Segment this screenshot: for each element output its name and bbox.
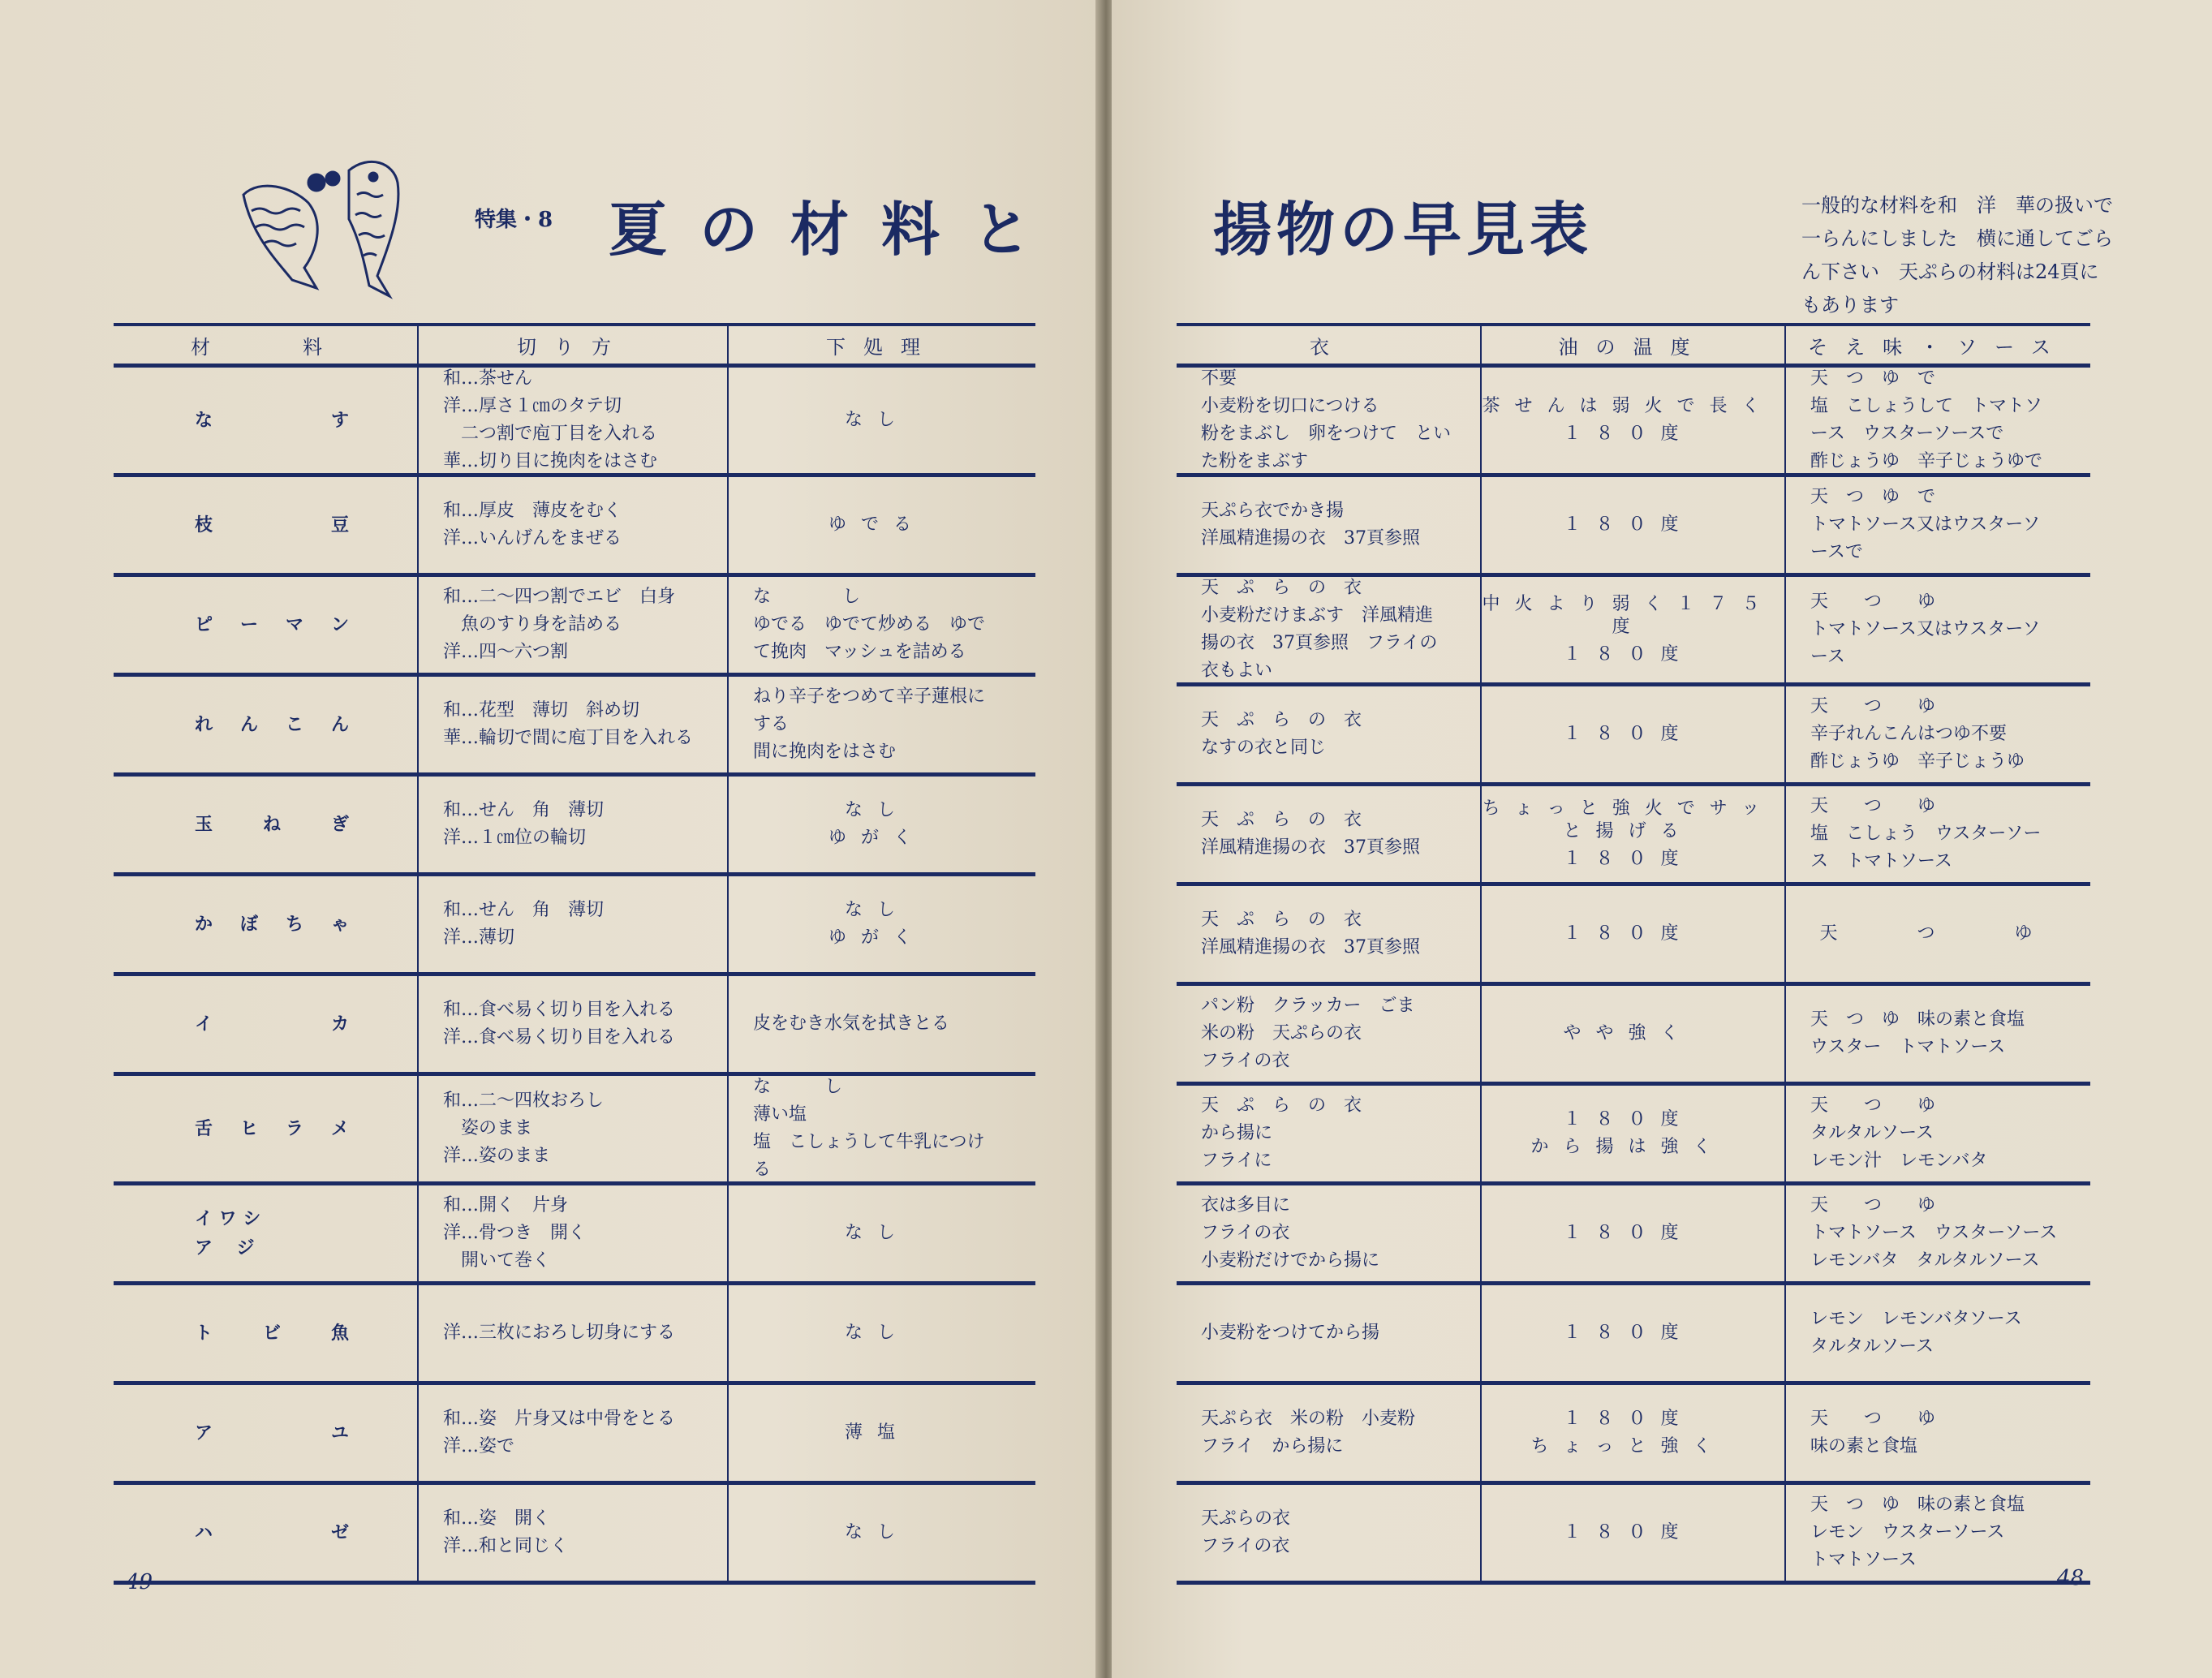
material-cell (114, 366, 418, 475)
cell-line: 天 ぷ ら の 衣 (1201, 910, 1362, 930)
table-row (1177, 1383, 2090, 1483)
cell-line: 天 つ ゆ (1810, 1195, 1936, 1215)
material-char: か (195, 914, 213, 935)
cell-line: なし (844, 900, 910, 920)
cell-line: から揚に (1201, 1123, 1273, 1143)
cut-cell (418, 475, 728, 575)
cell-line: 塩 こしょうして トマトソ (1810, 396, 2043, 416)
prep-cell (728, 775, 1035, 875)
material-char: イ (195, 1013, 213, 1035)
page-title-right: 揚物の早見表 (1213, 195, 1594, 264)
cell-line: ゆでる ゆでて炒める ゆで (753, 614, 986, 635)
material-char: ピ (195, 614, 213, 635)
cell-line: て挽肉 マッシュを詰める (753, 642, 966, 662)
batter-cell (1177, 1284, 1481, 1383)
batter-cell (1177, 1383, 1481, 1483)
cell-line: 小麦粉をつけてから揚 (1201, 1323, 1380, 1343)
sauce-cell (1785, 785, 2090, 884)
cell-line: フライの衣 (1201, 1536, 1290, 1556)
cell-line: 薄い塩 (753, 1104, 807, 1125)
temp-cell (1481, 575, 1785, 685)
batter-cell (1177, 685, 1481, 785)
cell-line: 天 つ ゆ (1810, 1095, 1936, 1116)
sauce-cell (1785, 1383, 2090, 1483)
fish-illustration (227, 146, 414, 300)
cell-line: 天 ぷ ら の 衣 (1201, 710, 1362, 730)
cell-line: ちょっと強く (1530, 1436, 1726, 1456)
cell-line: 天ぷら衣でかき揚 (1201, 501, 1345, 521)
material-char: な (195, 410, 213, 431)
cell-line: 洋…１㎝位の輪切 (443, 828, 587, 848)
cell-line: 天 ぷ ら の 衣 (1201, 1095, 1362, 1116)
cut-cell (418, 775, 728, 875)
cell-line: 洋…厚さ１㎝のタテ切 (443, 396, 622, 416)
sauce-cell (1785, 984, 2090, 1084)
cell-line: なし (844, 1522, 910, 1542)
cell-line: 天 つ ゆ で (1810, 368, 1936, 389)
table-row (114, 1184, 1035, 1284)
cut-cell (418, 575, 728, 675)
material-cell (114, 1383, 418, 1483)
sauce-cell (1785, 1284, 2090, 1383)
cell-line: ウスター トマトソース (1810, 1037, 2006, 1057)
cell-line: タルタルソース (1810, 1336, 1934, 1357)
batter-cell (1177, 984, 1481, 1084)
temp-cell (1481, 1084, 1785, 1184)
cell-line: ねり辛子をつめて辛子蓮根に (753, 686, 986, 707)
material-char: ラ (285, 1118, 303, 1139)
cell-line: パン粉 クラッカー ごま (1201, 996, 1415, 1016)
cell-line: トマトソース又はウスターソ (1810, 619, 2041, 639)
cell-line: １８０度 (1563, 1109, 1693, 1129)
cell-line: レモン汁 レモンバタ (1810, 1151, 1988, 1171)
header-cut: 切り方 (418, 325, 728, 366)
cell-line: １８０度 (1563, 923, 1693, 944)
sauce-cell (1785, 1184, 2090, 1284)
cell-line: なすの衣と同じ (1201, 738, 1327, 758)
material-char: ン (330, 614, 349, 635)
cut-cell (418, 1483, 728, 1583)
table-row (1177, 575, 2090, 685)
prep-cell (728, 575, 1035, 675)
cell-line: 天ぷらの衣 (1201, 1508, 1291, 1529)
material-char: ハ (195, 1522, 213, 1543)
cell-line: 味の素と食塩 (1810, 1436, 1918, 1456)
cell-line: 天 つ ゆ (1819, 923, 2047, 944)
material-char: ん (330, 714, 349, 735)
cell-line: 洋…食べ易く切り目を入れる (443, 1027, 676, 1048)
cell-line: 天ぷら衣 米の粉 小麦粉 (1201, 1409, 1416, 1429)
table-row (114, 875, 1035, 975)
batter-cell (1177, 785, 1481, 884)
temp-cell (1481, 1284, 1785, 1383)
table-row (1177, 1184, 2090, 1284)
material-cell (114, 1483, 418, 1583)
cell-line: 天 つ ゆ で (1810, 487, 1936, 507)
material-cell (114, 675, 418, 775)
prep-cell (728, 975, 1035, 1074)
cell-line: する (753, 714, 790, 734)
material-char: 魚 (330, 1323, 349, 1344)
cell-line: 洋…いんげんをまぜる (443, 528, 622, 549)
temp-cell (1481, 366, 1785, 475)
header-temp: 油の温度 (1481, 325, 1785, 366)
left-page (0, 0, 1100, 1678)
material-char: 枝 (195, 514, 213, 536)
cell-line: 洋…骨つき 開く (443, 1223, 587, 1243)
cell-line: 塩 こしょう ウスターソー (1810, 824, 2042, 844)
cell-line: フライに (1201, 1151, 1272, 1171)
cell-line: 辛子れんこんはつゆ不要 (1810, 724, 2008, 744)
cell-line: 華…輪切で間に庖丁目を入れる (443, 728, 694, 748)
table-row (1177, 685, 2090, 785)
material-char: イ ワ シ (195, 1208, 261, 1229)
cell-line: ース (1810, 647, 1845, 667)
cell-line: 洋…姿のまま (443, 1146, 551, 1166)
material-cell (114, 1184, 418, 1284)
table-row (114, 975, 1035, 1074)
cell-line: 皮をむき水気を拭きとる (753, 1013, 950, 1034)
page-number-left: 49 (126, 1570, 153, 1594)
table-row (114, 675, 1035, 775)
material-char: ち (285, 914, 303, 935)
table-row (114, 1383, 1035, 1483)
table-row (114, 366, 1035, 475)
header-batter: 衣 (1177, 325, 1481, 366)
cell-line: 天 つ ゆ (1810, 592, 1936, 612)
cell-line: 薄塩 (844, 1422, 910, 1443)
cell-line: な し (753, 1077, 843, 1097)
temp-cell (1481, 1184, 1785, 1284)
cell-line: 間に挽肉をはさむ (753, 742, 897, 762)
material-char: マ (285, 614, 303, 635)
temp-cell (1481, 785, 1785, 884)
cell-line: 姿のまま (443, 1118, 533, 1138)
cell-line: 洋…三枚におろし切身にする (443, 1323, 676, 1343)
cell-line: ゆでる (828, 514, 926, 535)
cell-line: レモン ウスターソース (1810, 1522, 2005, 1542)
cell-line: 天 つ ゆ (1810, 1409, 1936, 1429)
cell-line: ちょっと強火でサッと揚げる (1482, 798, 1775, 841)
cell-line: フライの衣 (1201, 1051, 1290, 1071)
cut-cell (418, 875, 728, 975)
table-row (1177, 984, 2090, 1084)
cell-line: から揚は強く (1530, 1137, 1726, 1157)
cell-line: 和…食べ易く切り目を入れる (443, 1000, 676, 1020)
cell-line: 洋…薄切 (443, 927, 515, 948)
table-row (114, 1483, 1035, 1583)
cell-line: １８０度 (1563, 1409, 1693, 1429)
material-char: 舌 (195, 1118, 213, 1139)
cell-line: ースで (1810, 542, 1863, 562)
cell-line: 和…茶せん (443, 368, 533, 389)
prep-cell (728, 366, 1035, 475)
table-row (1177, 366, 2090, 475)
table-row (1177, 884, 2090, 984)
cell-line: 和…姿 片身又は中骨をとる (443, 1409, 676, 1429)
cell-line: 中火より弱く１７５度 (1482, 594, 1775, 637)
table-row (114, 1074, 1035, 1184)
sauce-cell (1785, 1084, 2090, 1184)
sauce-cell (1785, 366, 2090, 475)
cell-line: なし (844, 1223, 910, 1243)
page-title-left: 夏の材料と (609, 195, 1064, 264)
cell-line: な し (753, 587, 861, 607)
cell-line: フライ から揚に (1201, 1436, 1344, 1456)
cell-line: レモン レモンバタソース (1810, 1309, 2022, 1329)
header-prep: 下処理 (728, 325, 1035, 366)
material-char: ユ (330, 1422, 349, 1444)
material-char: メ (330, 1118, 349, 1139)
material-cell (114, 575, 418, 675)
cell-line: 華…切り目に挽肉をはさむ (443, 451, 658, 471)
cell-line: トマトソース又はウスターソ (1810, 514, 2041, 535)
cell-line: １８０度 (1563, 424, 1693, 444)
cell-line: 洋…四～六つ割 (443, 642, 569, 662)
cell-line: １８０度 (1563, 514, 1693, 535)
cell-line: 天 つ ゆ 味の素と食塩 (1810, 1009, 2025, 1030)
batter-cell (1177, 1184, 1481, 1284)
cell-line: 二つ割で庖丁目を入れる (443, 424, 658, 444)
sauce-cell (1785, 884, 2090, 984)
cell-line: 和…開く 片身 (443, 1195, 569, 1215)
cell-line: 酢じょうゆ 辛子じょうゆで (1810, 451, 2043, 471)
temp-cell (1481, 884, 1785, 984)
cell-line: 天 ぷ ら の 衣 (1201, 578, 1362, 598)
page-number-right: 48 (2057, 1566, 2085, 1590)
cell-line: 洋…姿で (443, 1436, 515, 1456)
table-row (114, 475, 1035, 575)
sauce-cell (1785, 475, 2090, 575)
cell-line: １８０度 (1563, 724, 1693, 744)
intro-text: 一般的な材料を和 洋 華の扱いで一らんにしました 横に通してごらん下さい 天ぷらの材料は24頁にもあります (1801, 194, 2113, 316)
material-char: こ (285, 714, 303, 735)
cell-line: 小麦粉だけでから揚に (1201, 1250, 1380, 1271)
prep-cell (728, 1284, 1035, 1383)
batter-cell (1177, 575, 1481, 685)
table-row (1177, 1483, 2090, 1583)
material-char: ア (195, 1422, 213, 1444)
batter-cell (1177, 884, 1481, 984)
cell-line: 魚のすり身を詰める (443, 614, 622, 635)
material-char: ビ (262, 1323, 281, 1344)
cell-line: た粉をまぶす (1201, 451, 1309, 471)
cell-line: なし (844, 800, 910, 820)
cell-line: 小麦粉だけまぶす 洋風精進 (1201, 605, 1434, 626)
cell-line: 酢じょうゆ 辛子じょうゆ (1810, 751, 2025, 772)
prep-cell (728, 1184, 1035, 1284)
material-char: ね (262, 814, 281, 835)
material-cell (114, 875, 418, 975)
cell-line: 小麦粉を切口につける (1201, 396, 1379, 416)
materials-table (114, 323, 1035, 1585)
material-char: ぼ (239, 914, 258, 935)
cell-line: ース ウスターソースで (1810, 424, 2004, 444)
header-sauce: そえ味・ソース (1785, 325, 2090, 366)
prep-cell (728, 475, 1035, 575)
cell-line: ス トマトソース (1810, 851, 1952, 871)
cell-line: 粉をまぶし 卵をつけて とい (1201, 424, 1452, 444)
prep-cell (728, 875, 1035, 975)
cell-line: トマトソース (1810, 1550, 1917, 1570)
cell-line: １８０度 (1563, 1522, 1693, 1542)
batter-cell (1177, 1483, 1481, 1583)
cell-line: 衣は多目に (1201, 1195, 1291, 1215)
table-row (114, 1284, 1035, 1383)
frying-table (1177, 323, 2090, 1585)
cell-line: 塩 こしょうして牛乳につけ (753, 1132, 985, 1152)
sauce-cell (1785, 575, 2090, 685)
batter-cell (1177, 475, 1481, 575)
temp-cell (1481, 1483, 1785, 1583)
cut-cell (418, 1284, 728, 1383)
cell-line: 天 つ ゆ 味の素と食塩 (1810, 1495, 2025, 1515)
table-row (1177, 785, 2090, 884)
cell-line: ゆがく (828, 927, 926, 948)
cut-cell (418, 975, 728, 1074)
cell-line: 揚の衣 37頁参照 フライの (1201, 633, 1438, 653)
cut-cell (418, 1074, 728, 1184)
cell-line: 茶せんは弱火で長く (1482, 396, 1775, 416)
material-cell (114, 1074, 418, 1184)
material-char: ヒ (239, 1118, 258, 1139)
cell-line: タルタルソース (1810, 1123, 1934, 1143)
cell-line: １８０度 (1563, 849, 1693, 869)
cell-line: 和…二～四つ割でエビ 白身 (443, 587, 676, 607)
header-material: 材 料 (114, 325, 418, 366)
cell-line: 和…厚皮 薄皮をむく (443, 501, 622, 521)
feature-label: 特集・8 (475, 208, 553, 232)
material-char: ん (239, 714, 258, 735)
cell-line: 不要 (1201, 368, 1237, 389)
cell-line: 洋…和と同じく (443, 1536, 569, 1556)
temp-cell (1481, 685, 1785, 785)
cell-line: 洋風精進揚の衣 37頁参照 (1201, 528, 1420, 549)
cell-line: レモンバタ タルタルソース (1810, 1250, 2040, 1271)
temp-cell (1481, 1383, 1785, 1483)
prep-cell (728, 1074, 1035, 1184)
cut-cell (418, 1184, 728, 1284)
cell-line: 米の粉 天ぷらの衣 (1201, 1023, 1362, 1043)
material-cell (114, 475, 418, 575)
table-row (1177, 1084, 2090, 1184)
material-char: ト (195, 1323, 213, 1344)
cut-cell (418, 366, 728, 475)
cell-line: る (753, 1160, 772, 1180)
cell-line: １８０度 (1563, 1323, 1693, 1343)
material-cell (114, 775, 418, 875)
prep-cell (728, 1383, 1035, 1483)
cut-cell (418, 1383, 728, 1483)
material-char: ゃ (330, 914, 349, 935)
cell-line: 和…花型 薄切 斜め切 (443, 700, 640, 721)
cell-line: トマトソース ウスターソース (1810, 1223, 2058, 1243)
cell-line: １８０度 (1563, 644, 1693, 665)
table-row (114, 575, 1035, 675)
material-char: ゼ (330, 1522, 349, 1543)
cell-line: なし (844, 1323, 910, 1343)
material-cell (114, 1284, 418, 1383)
prep-cell (728, 675, 1035, 775)
material-char: ぎ (330, 814, 349, 835)
batter-cell (1177, 1084, 1481, 1184)
prep-cell (728, 1483, 1035, 1583)
material-char: れ (195, 714, 213, 735)
cut-cell (418, 675, 728, 775)
material-char: 豆 (330, 514, 349, 536)
cell-line: 和…姿 開く (443, 1508, 551, 1529)
cell-line: １８０度 (1563, 1223, 1693, 1243)
table-row (1177, 475, 2090, 575)
table-row (1177, 1284, 2090, 1383)
temp-cell (1481, 475, 1785, 575)
sauce-cell (1785, 685, 2090, 785)
material-char: 玉 (195, 814, 213, 835)
right-page (1112, 0, 2212, 1678)
cell-line: なし (844, 410, 910, 430)
table-row (114, 775, 1035, 875)
material-char: ー (239, 614, 258, 635)
material-char: ア ジ (195, 1237, 255, 1258)
temp-cell (1481, 984, 1785, 1084)
cell-line: 洋風精進揚の衣 37頁参照 (1201, 837, 1420, 858)
sauce-cell (1785, 1483, 2090, 1583)
cell-line: 洋風精進揚の衣 37頁参照 (1201, 937, 1420, 957)
cell-line: 和…二～四枚おろし (443, 1091, 605, 1111)
cell-line: ゆがく (828, 828, 926, 848)
cell-line: 和…せん 角 薄切 (443, 800, 605, 820)
cell-line: 衣もよい (1201, 660, 1273, 681)
material-cell (114, 975, 418, 1074)
material-char: カ (330, 1013, 349, 1035)
cell-line: 開いて巻く (443, 1250, 551, 1271)
material-char: す (330, 410, 349, 431)
cell-line: 天 ぷ ら の 衣 (1201, 810, 1362, 830)
cell-line: 天 つ ゆ (1810, 696, 1936, 716)
cell-line: やや強く (1563, 1023, 1693, 1043)
cell-line: フライの衣 (1201, 1223, 1290, 1243)
cell-line: 和…せん 角 薄切 (443, 900, 605, 920)
cell-line: 天 つ ゆ (1810, 796, 1936, 816)
batter-cell (1177, 366, 1481, 475)
